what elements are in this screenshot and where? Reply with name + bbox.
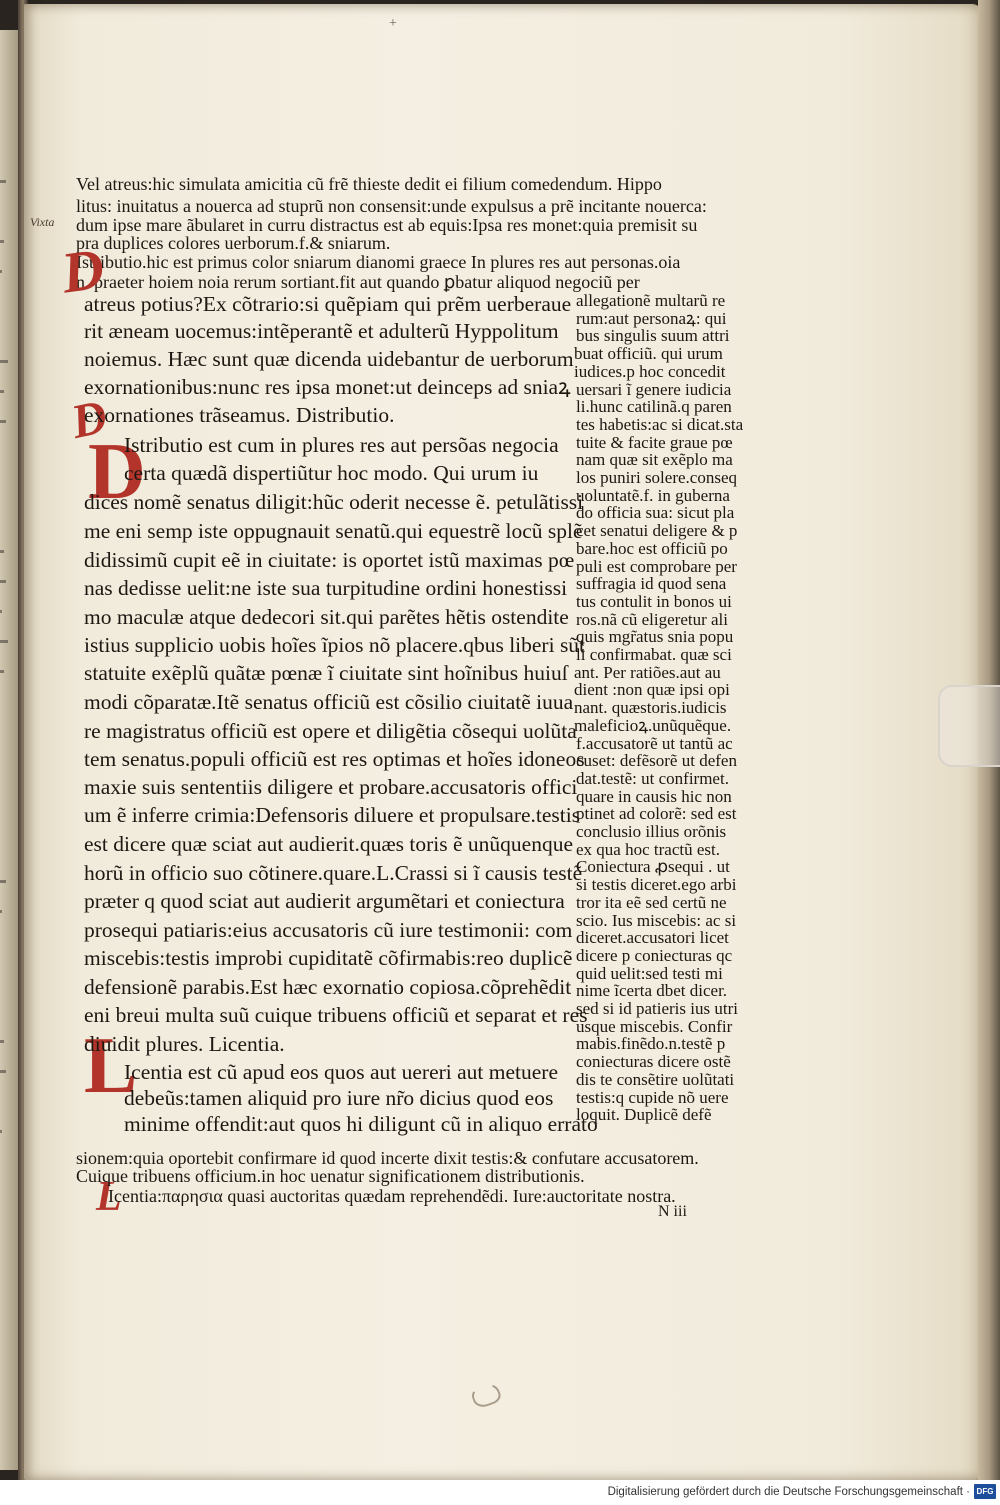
- side-commentary-line: Coniectura ꝓsequi . ut: [576, 857, 730, 877]
- side-commentary-line: rum:aut personaꝝ: qui: [576, 308, 727, 328]
- side-commentary-line: buat officiũ. qui urum: [574, 344, 723, 364]
- side-commentary-line: dicere p coniecturas qc: [576, 945, 733, 965]
- main-text-line: debeũs:tamen aliquid pro iure nr̃o dicius quod eos: [124, 1086, 554, 1110]
- red-initial: L: [84, 1022, 138, 1110]
- manuscript-page: [24, 4, 982, 1480]
- side-commentary-line: li confirmabat. quæ sci: [576, 645, 732, 664]
- side-commentary-line: tes habetis:ac si dicat.sta: [576, 414, 744, 434]
- side-commentary-line: si testis diceret.ego arbi: [576, 875, 737, 895]
- page-clip: [938, 685, 1000, 767]
- side-commentary-line: cet senatui deligere & p: [576, 521, 738, 541]
- side-commentary-line: nam quæ sit exẽplo ma: [576, 450, 733, 470]
- footer-credit: Digitalisierung gefördert durch die Deutsche Forschungsgemeinschaft ·: [607, 1486, 970, 1498]
- main-text-line: præter q quod sciat aut audierit argumẽtari et coniectura: [84, 889, 565, 913]
- main-text-line: Istributio est cum in plures res aut persõas negocia: [124, 433, 559, 457]
- commentary-line: Vel atreus:hic simulata amicitia cũ frẽ thieste dedit ei filium comedendum. Hippo: [76, 174, 662, 194]
- side-commentary-line: dient :non quæ ipsi opi: [574, 680, 730, 700]
- main-text-line: modi cõparatæ.Itẽ senatus officiũ est cõsilio ciuitatẽ iuua: [84, 690, 574, 714]
- side-commentary-line: ant. Per ratiões.aut au: [574, 662, 721, 682]
- red-initial: D: [66, 389, 112, 450]
- side-commentary-line: scio. Ius miscebis: ac si: [576, 910, 737, 930]
- side-commentary-line: conclusio illius orõnis: [576, 822, 727, 841]
- side-commentary-line: ptinet ad colorẽ: sed est: [576, 804, 737, 824]
- side-commentary-line: los puniri solere.conseq: [576, 468, 737, 487]
- commentary-line: Icentia:παρησια quasi auctoritas quædam reprehendẽdi. Iure:auctoritate nostra.: [108, 1186, 676, 1206]
- commentary-line: dum ipse mare ãbularet in curru distractus est ab equis:Ipsa res monet:quia premisit su: [76, 215, 698, 235]
- dfg-logo: DFG: [974, 1484, 996, 1499]
- side-commentary-line: iudices.p hoc concedit: [574, 361, 726, 381]
- main-text-line: certa quædã dispertiũtur hoc modo. Qui urum iu: [124, 461, 539, 485]
- side-commentary-line: li.hunc catilinã.q paren: [576, 397, 732, 417]
- main-text-line: exornationes trãseamus. Distributio.: [84, 403, 395, 427]
- commentary-line: Istributio.hic est primus color sniarum dianomi graece In plures res aut personas.oia: [76, 252, 681, 272]
- side-commentary-line: f.accusatorẽ ut tantũ ac: [576, 733, 733, 753]
- main-text-line: um ẽ inferre crimia:Defensoris diluere et propulsare.testis: [84, 803, 581, 827]
- side-commentary-line: quare in causis hic non: [576, 786, 732, 806]
- main-text-line: Icentia est cũ apud eos quos aut uereri aut metuere: [124, 1060, 558, 1084]
- side-commentary-line: sed si id patieris ius utri: [576, 999, 738, 1018]
- side-commentary-line: maleficioꝝ.unũquẽque.: [574, 715, 732, 735]
- main-text-line: prosequi patiaris:eius accusatoris cũ iure testimonii: com: [84, 918, 573, 942]
- main-text-line: didissimũ cupit eẽ in ciuitate: is oportet istũ maximas pœ: [84, 548, 575, 572]
- side-commentary-line: nime ĩcerta dbet dicer.: [576, 981, 728, 1001]
- side-commentary-line: puli est comprobare per: [576, 556, 737, 576]
- side-commentary-line: loquit. Duplicẽ defẽ: [576, 1105, 712, 1125]
- main-text-line: mo maculæ atque dedecori sit.qui parẽtes hẽtis ostendite: [84, 605, 569, 629]
- margin-annotation: Vixta: [30, 215, 55, 229]
- red-initial: D: [88, 428, 146, 516]
- main-text-line: maxie suis sententiis diligere et probare.accusatoris offici: [84, 775, 578, 799]
- side-commentary-line: nant. quæstoris.iudicis: [574, 698, 727, 718]
- side-commentary-line: mabis.finẽdo.n.testẽ p: [576, 1034, 726, 1054]
- side-commentary-line: testis:q cupide nõ uere: [576, 1087, 729, 1107]
- page-mark: +: [389, 16, 397, 31]
- main-text-line: horũ in officio suo cõtinere.quare.L.Crassi si ĩ causis testẽ: [84, 861, 583, 885]
- side-commentary-line: quid uelit:sed testi mi: [576, 963, 723, 983]
- red-initial: L: [96, 1174, 122, 1220]
- side-commentary-line: cuset: defẽsorẽ ut defen: [576, 751, 737, 771]
- footer-bar: [0, 1480, 1000, 1505]
- side-commentary-line: usque miscebis. Confir: [576, 1016, 733, 1036]
- side-commentary-line: bare.hoc est officiũ po: [576, 538, 728, 558]
- side-commentary-line: quis mgr̃atus snia popu: [576, 627, 734, 647]
- side-commentary-line: tus contulit in bonos ui: [576, 591, 732, 611]
- side-commentary-line: tror ita eẽ sed certũ ne: [576, 892, 727, 912]
- commentary-line: Cuique tribuens officium.in hoc uenatur significationem distributionis.: [76, 1166, 585, 1186]
- side-commentary-line: ex qua hoc tractũ est.: [576, 839, 720, 859]
- side-commentary-line: allegationẽ multarũ re: [576, 291, 726, 310]
- main-text-line: tem senatus.populi officiũ est res optimas et hoĩes idoneos: [84, 747, 585, 771]
- main-text-line: statuite exẽplũ quãtæ pœnæ ĩ ciuitate sint hoĩnibus huiuſ: [84, 661, 568, 685]
- main-text-line: miscebis:testis improbi cupiditatẽ cõfirmabis:reo duplicẽ: [84, 946, 573, 970]
- side-commentary-line: coniecturas dicere ostẽ: [576, 1052, 731, 1072]
- side-commentary-line: uersari ĩ genere iudicia: [576, 379, 732, 399]
- main-text-line: exornationibus:nunc res ipsa monet:ut deinceps ad sniaꝝ: [84, 375, 571, 399]
- side-commentary-line: dat.testẽ: ut confirmet.: [576, 768, 729, 788]
- main-text-line: defensionẽ parabis.Est hæc exornatio copiosa.cõprehẽdit: [84, 975, 572, 999]
- commentary-line: litus: inuitatus a nouerca ad stuprũ non consensit:unde expulsus a prẽ incitante nouerca:: [76, 196, 707, 216]
- side-commentary-line: do officia sua: sicut pla: [576, 503, 735, 523]
- side-commentary-line: tuite & facite graue pœ: [576, 432, 733, 452]
- main-text-line: me eni semp iste oppugnauit senatũ.qui equestrẽ locũ splẽ: [84, 519, 583, 543]
- main-text-line: diuidit plures. Licentia.: [84, 1032, 285, 1056]
- main-text-line: est dicere quæ sciat aut audierit.quæs toris ẽ unũquenque: [84, 832, 573, 856]
- side-commentary-line: diceret.accusatori licet: [576, 928, 729, 948]
- red-initial: D: [57, 235, 109, 306]
- main-text-line: atreus potius?Ex cõtrario:si quẽpiam qui prẽm uerberaue: [84, 292, 572, 316]
- commentary-line: n. praeter hoiem noia rerum sortiant.fit aut quando ꝑbatur aliquod negociũ per: [76, 272, 640, 292]
- signature-mark: N iii: [658, 1203, 687, 1220]
- main-text-line: rit æneam uocemus:intẽperantẽ et adulterũ Hyppolitum: [84, 319, 559, 343]
- side-commentary-line: ros.nã cũ eligeretur ali: [576, 609, 728, 629]
- side-commentary-line: uoluntatẽ.f. in guberna: [576, 485, 730, 505]
- paper-stain: [469, 1380, 503, 1410]
- main-text-line: nas dedisse uelit:ne iste sua turpitudine ordini honestissi: [84, 576, 568, 600]
- side-commentary-line: dis te consẽtire uolũtati: [576, 1069, 735, 1089]
- main-text-line: noiemus. Hæc sunt quæ dicenda uidebantur de uerborum: [84, 347, 574, 371]
- side-commentary-line: bus singulis suum attri: [576, 326, 730, 346]
- commentary-line: pra duplices colores uerborum.f.& sniarum.: [76, 233, 391, 253]
- main-text-line: minime offendit:aut quos hi diligunt cũ in aliquo errato: [124, 1112, 598, 1136]
- side-commentary-line: suffragia id quod sena: [576, 574, 727, 594]
- commentary-line: sionem:quia oportebit confirmare id quod incerte dixit testis:& confutare accusatorem.: [76, 1148, 699, 1168]
- main-text-line: istius supplicio uobis hoĩes ĩpios nõ placere.qbus liberi sũt: [84, 633, 586, 657]
- main-text-line: dices nomẽ senatus diligit:hũc oderit necesse ẽ. petulãtissi: [84, 490, 584, 514]
- main-text-line: re magistratus officiũ est opere et diligẽtia cõsequi uolũta: [84, 719, 577, 743]
- main-text-line: eni breui multa suũ cuique tribuens officiũ et separat et res: [84, 1003, 588, 1027]
